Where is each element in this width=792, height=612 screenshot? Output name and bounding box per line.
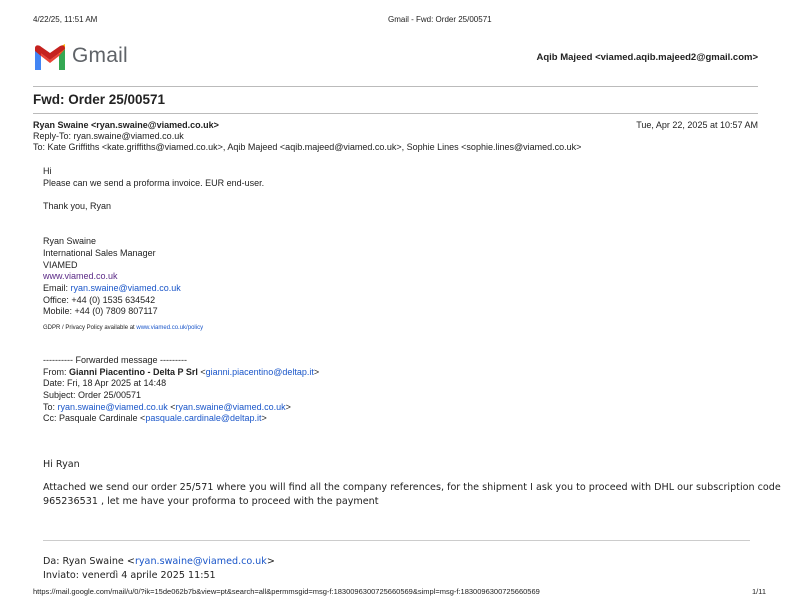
forwarded-to-email-link[interactable]: ryan.swaine@viamed.co.uk (57, 401, 168, 412)
forwarded-header: ---------- Forwarded message --------- From: Gianni Piacentino - Delta P Srl <gianni.piacentino@deltap.it> Date: Fri, 18 Apr 2025 at 14:48 Subject: Order 25/00571 To: ryan.swaine@viamed.co.uk <ryan.swaine@viamed.co.uk> Cc: Pasquale Cardinale <pasquale.cardinale@deltap.it> (43, 355, 320, 424)
gdpr-link[interactable]: www.viamed.co.uk/policy (136, 325, 204, 331)
forwarded-body-line: Attached we send our order 25/571 where you will find all the company references, for the shipment I ask you to proceed with DHL our subscription code (43, 482, 781, 493)
forwarded-from-name: Gianni Piacentino - Delta P Srl (69, 366, 198, 377)
divider-top (33, 86, 758, 87)
message-reply-to: Reply-To: ryan.swaine@viamed.co.uk (33, 131, 184, 141)
body-greeting: Hi (43, 166, 52, 176)
forwarded-greeting: Hi Ryan (43, 459, 80, 470)
forwarded-body (43, 481, 781, 508)
quoted-sent: Inviato: venerdì 4 aprile 2025 11:51 (43, 569, 216, 581)
divider-subject (33, 113, 758, 114)
signature-website-link[interactable]: www.viamed.co.uk (43, 271, 118, 282)
signature-company: VIAMED (43, 259, 78, 270)
print-datetime: 4/22/25, 11:51 AM (33, 15, 98, 24)
signature-title: International Sales Manager (43, 247, 156, 258)
message-body (43, 166, 264, 318)
forwarded-from-email-link[interactable]: gianni.piacentino@deltap.it (205, 366, 314, 377)
forwarded-subject: Subject: Order 25/00571 (43, 390, 142, 401)
forwarded-cc-label: Cc: Pasquale Cardinale < (43, 413, 146, 424)
signature-office: Office: +44 (0) 1535 634542 (43, 294, 156, 305)
forwarded-date: Date: Fri, 18 Apr 2025 at 14:48 (43, 378, 167, 389)
gdpr-text: GDPR / Privacy Policy available at (43, 325, 137, 331)
forwarded-marker: ---------- Forwarded message --------- (43, 355, 187, 365)
quote-divider (43, 540, 750, 541)
gmail-logo-icon (33, 44, 67, 70)
forwarded-to-label: To: (43, 401, 58, 412)
forwarded-body-line: 965236531 , let me have your proforma to proceed with the payment (43, 495, 379, 507)
print-title: Gmail - Fwd: Order 25/00571 (388, 15, 492, 24)
print-page-number: 1/11 (751, 587, 766, 596)
signature-email-link[interactable]: ryan.swaine@viamed.co.uk (70, 282, 181, 293)
body-thanks: Thank you, Ryan (43, 201, 112, 212)
quoted-from-label: Da: Ryan Swaine < (43, 556, 135, 567)
subject-heading: Fwd: Order 25/00571 (33, 92, 166, 107)
quoted-header: Da: Ryan Swaine <ryan.swaine@viamed.co.uk> Inviato: venerdì 4 aprile 2025 11:51 (43, 556, 275, 581)
forwarded-from-label: From: (43, 366, 69, 377)
gmail-wordmark: Gmail (72, 44, 128, 67)
signature-mobile: Mobile: +44 (0) 7809 807117 (43, 306, 158, 317)
message-to: To: Kate Griffiths <kate.griffiths@viamed.co.uk>, Aqib Majeed <aqib.majeed@viamed.co.uk>, Sophie Lines <sophie.lines@viamed.co.uk> (33, 142, 582, 152)
print-footer-url: https://mail.google.com/mail/u/0/?ik=15de062b7b&view=pt&search=all&permmsgid=msg-f:1830096300725660569&simpl=msg-f:1830096300725660569 (33, 587, 540, 596)
forwarded-cc-email-link[interactable]: pasquale.cardinale@deltap.it (145, 413, 262, 424)
forwarded-to-email-link-2[interactable]: ryan.swaine@viamed.co.uk (175, 401, 286, 412)
signature-email-label: Email: (43, 282, 71, 293)
body-line: Please can we send a proforma invoice. EUR end-user. (43, 177, 265, 188)
signature-name: Ryan Swaine (43, 236, 97, 247)
quoted-from-email-link[interactable]: ryan.swaine@viamed.co.uk (134, 556, 267, 567)
message-from: Ryan Swaine <ryan.swaine@viamed.co.uk> (33, 120, 219, 130)
gdpr-line (43, 325, 203, 331)
message-date: Tue, Apr 22, 2025 at 10:57 AM (636, 120, 758, 130)
account-identity: Aqib Majeed <viamed.aqib.majeed2@gmail.com> (536, 52, 758, 63)
